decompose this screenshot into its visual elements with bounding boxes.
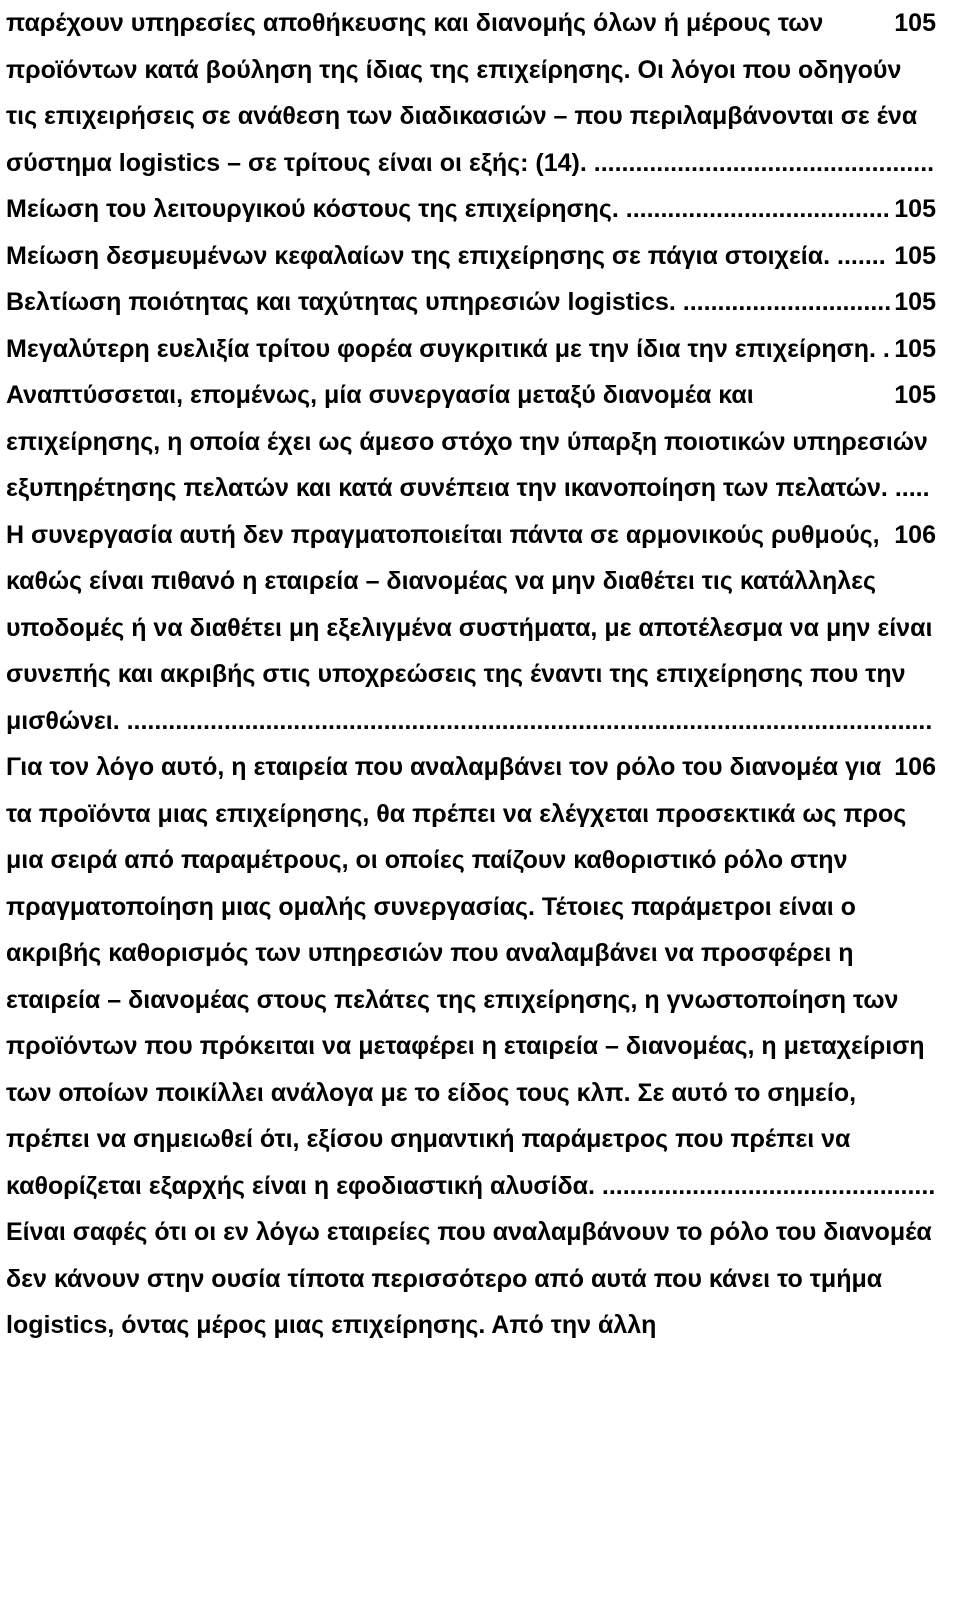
toc-page-number: 105 bbox=[892, 0, 936, 47]
toc-entry-text: παρέχουν υπηρεσίες αποθήκευσης και διανομής όλων ή μέρους των προϊόντων κατά βούληση της ίδιας της επιχείρησης. Οι λόγοι που οδηγούν τις επιχειρήσεις σε ανάθεση των διαδικασιών – που περιλαμβάνονται σε ένα σύστημα logistics – σε τρίτους είναι οι εξής: (14). bbox=[6, 9, 918, 177]
toc-page-number: 105 bbox=[892, 186, 936, 233]
toc-entry[interactable] bbox=[6, 744, 936, 1209]
toc-entry-text: Μείωση δεσμευμένων κεφαλαίων της επιχείρησης σε πάγια στοιχεία. bbox=[6, 241, 831, 270]
toc-entry-text: Βελτίωση ποιότητας και ταχύτητας υπηρεσιών logistics. bbox=[6, 288, 676, 316]
toc-page-number: 105 bbox=[892, 372, 936, 419]
toc-entry-text: Για τον λόγο αυτό, η εταιρεία που αναλαμβάνει τον ρόλο του διανομέα για τα προϊόντα μιας επιχείρησης, θα πρέπει να ελέγχεται προσεκτικά ως προς μια σειρά από παραμέτρους, οι οποίες παίζουν καθοριστικό ρόλο στην πραγματοποίηση μιας ομαλής συνεργασίας. Τέτοιες παράμετροι είναι ο ακριβής καθορισμός των υπηρεσιών που αναλαμβάνει να προσφέρει η εταιρεία – διανομέας στους πελάτες της επιχείρησης, η γνωστοποίηση των προϊόντων που πρόκειται να μεταφέρει η εταιρεία – διανομέας, η μεταχείριση των οποίων ποικίλλει ανάλογα με το είδος τους κλπ. Σε αυτό το σημείο, πρέπει να σημειωθεί ότι, εξίσου σημαντική παράμετρος που πρέπει να καθορίζεται εξαρχής είναι η εφοδιαστική αλυσίδα. bbox=[6, 753, 925, 1200]
toc-leader-dots: ....... bbox=[837, 241, 886, 270]
toc-entry[interactable] bbox=[6, 512, 936, 745]
trailing-paragraph: Είναι σαφές ότι οι εν λόγω εταιρείες που αναλαμβάνουν το ρόλο του διανομέα δεν κάνουν στην ουσία τίποτα περισσότερο από αυτά που κάνει το τμήμα logistics, όντας μέρος μιας επιχείρησης. Από την άλλη bbox=[6, 1218, 932, 1339]
toc-page-number: 105 bbox=[892, 279, 936, 326]
toc-entry-text: Αναπτύσσεται, επομένως, μία συνεργασία μεταξύ διανομέα και επιχείρησης, η οποία έχει ως άμεσο στόχο την ύπαρξη ποιοτικών υπηρεσιών εξυπηρέτησης πελατών και κατά συνέπεια την ικανοποίηση των πελατών. bbox=[6, 381, 928, 502]
toc-page-number: 105 bbox=[892, 326, 936, 373]
toc-entry-text: Η συνεργασία αυτή δεν πραγματοποιείται πάντα σε αρμονικούς ρυθμούς, καθώς είναι πιθανό η εταιρεία – διανομέας να μην διαθέτει τις κατάλληλες υποδομές ή να διαθέτει μη εξελιγμένα συστήματα, με αποτέλεσμα να μην είναι συνεπής και ακριβής στις υποχρεώσεις της έναντι της επιχείρησης που την μισθώνει. bbox=[6, 520, 933, 735]
toc-leader-dots: ..... bbox=[894, 474, 930, 502]
toc-entry[interactable] bbox=[6, 326, 936, 373]
toc-entry[interactable] bbox=[6, 279, 936, 326]
toc-entry[interactable] bbox=[6, 186, 936, 233]
toc-entry-text: Μείωση του λειτουργικού κόστους της επιχείρησης. bbox=[6, 195, 619, 223]
toc-page-number: 106 bbox=[892, 512, 936, 559]
toc-leader-dots: .................................................................................................................... bbox=[126, 706, 933, 735]
toc-page-number: 105 bbox=[892, 233, 936, 280]
toc-leader-dots: ................................................ bbox=[601, 1171, 936, 1200]
toc-leader-dots: .............................. bbox=[682, 288, 892, 316]
toc-entry-text: Μεγαλύτερη ευελιξία τρίτου φορέα συγκριτικά με την ίδια την επιχείρηση. bbox=[6, 334, 876, 363]
toc-page-number: 106 bbox=[892, 744, 936, 791]
toc-leader-dots: . bbox=[882, 334, 890, 363]
toc-entry[interactable] bbox=[6, 233, 936, 280]
toc-entry[interactable] bbox=[6, 372, 936, 512]
toc-leader-dots: ...................................... bbox=[625, 195, 890, 223]
toc-leader-dots: ................................................. bbox=[593, 148, 935, 177]
toc-entry[interactable] bbox=[6, 0, 936, 186]
